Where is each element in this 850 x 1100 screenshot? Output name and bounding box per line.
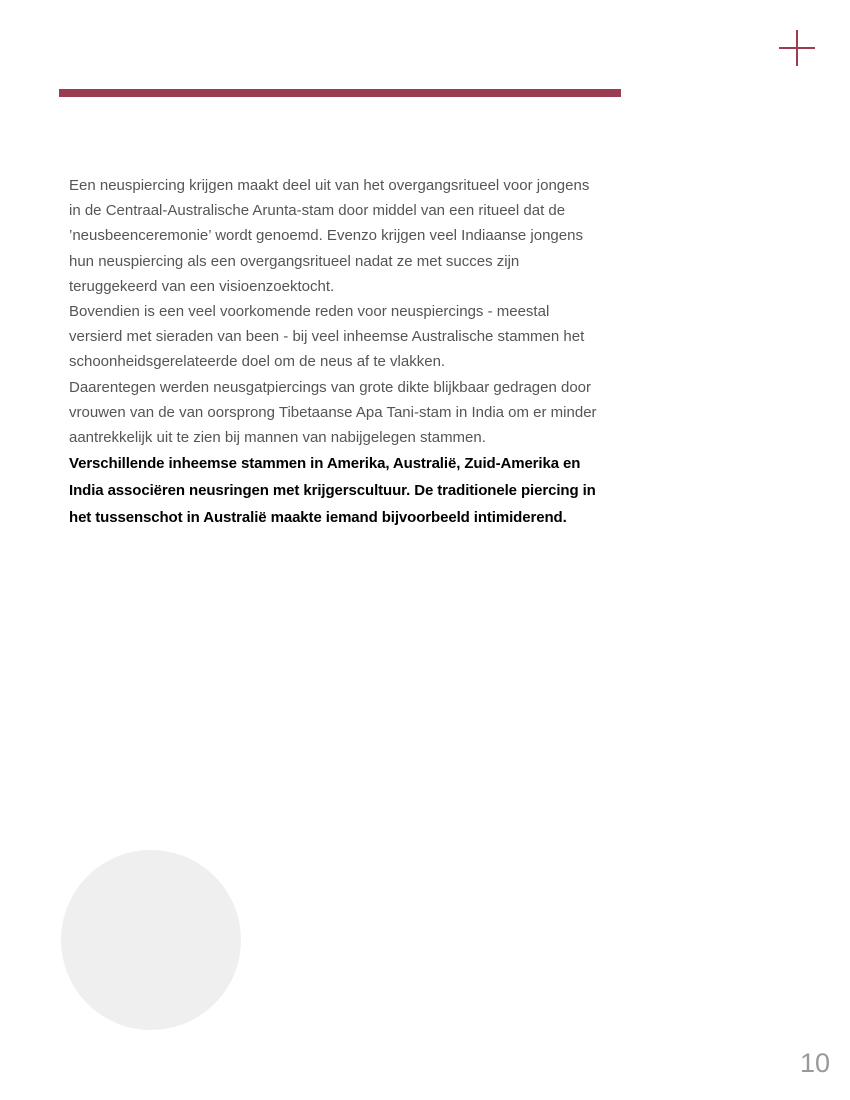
- paragraph-beauty: Bovendien is een veel voorkomende reden voor neuspiercings - meestal versierd met sieraden van been - bij veel inheemse Australische stammen het schoonheidsgerelateerde doel om de neus af te vlakken.: [69, 303, 585, 371]
- header-accent-bar: [59, 89, 621, 97]
- corner-plus-decoration: [779, 30, 815, 66]
- page-number: 10: [799, 1048, 830, 1078]
- plus-vertical-stroke: [796, 30, 798, 66]
- paragraph-rite-of-passage: Een neuspiercing krijgen maakt deel uit van het overgangsritueel voor jongens in de Centraal-Australische Arunta-stam door middel van een ritueel dat de ’neusbeenceremonie’ wordt genoemd. Evenzo krijgen veel Indiaanse jongens hun neuspiercing als een overgangsritueel nadat ze met succes zijn teruggekeerd van een visioenzoektocht.: [69, 177, 590, 295]
- decorative-circle: [61, 850, 241, 1030]
- paragraph-warrior-culture: Verschillende inheemse stammen in Amerika, Australië, Zuid-Amerika en India associëren neusringen met krijgerscultuur. De traditionele piercing in het tussenschot in Australië maakte iemand bijvoorbeeld intimiderend.: [69, 455, 596, 527]
- paragraph-apa-tani: Daarentegen werden neusgatpiercings van grote dikte blijkbaar gedragen door vrouwen van de van oorsprong Tibetaanse Apa Tani-stam in India om er minder aantrekkelijk uit te zien bij mannen van nabijgelegen stammen.: [69, 378, 597, 447]
- body-text: [69, 173, 599, 531]
